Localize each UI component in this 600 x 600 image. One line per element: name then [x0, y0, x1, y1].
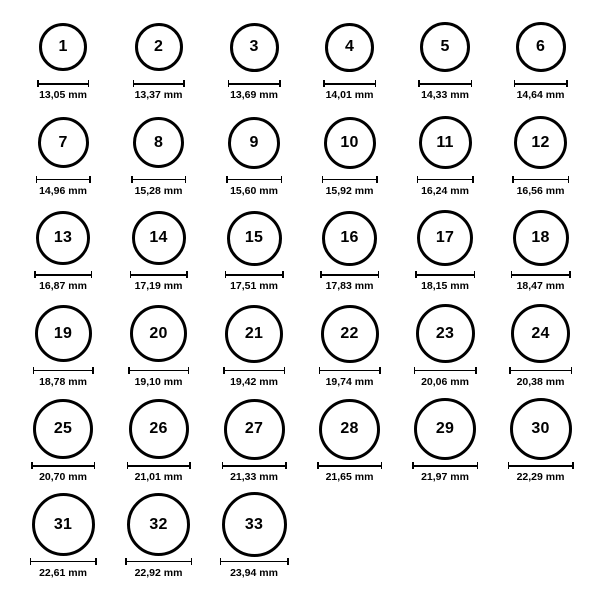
- ring-size-cell: [494, 301, 588, 388]
- ring-circle-area: [129, 396, 189, 462]
- ring-size-number: 3: [249, 38, 259, 55]
- dimension-caliper-icon: [37, 80, 89, 87]
- dimension-caliper-icon: [512, 176, 569, 183]
- ring-size-cell: [112, 492, 206, 579]
- ring-diameter-label: 21,97 mm: [421, 471, 469, 483]
- ring-circle-area: [135, 14, 183, 80]
- ring-circle-area: [325, 14, 374, 80]
- ring-circle-area: [130, 301, 187, 367]
- ring-size-number: 28: [340, 420, 359, 437]
- ring-size-cell: [303, 110, 397, 197]
- ring-circle-area: [420, 14, 470, 80]
- ring-size-number: 33: [244, 515, 264, 533]
- dimension-line: [508, 465, 574, 467]
- ring-size-cell: [398, 14, 492, 101]
- dimension-caliper-icon: [127, 462, 191, 469]
- dimension-caliper-icon: [128, 367, 189, 374]
- ring-dimension: [412, 462, 478, 483]
- ring-size-cell: [207, 110, 301, 197]
- dimension-caliper-icon: [31, 462, 95, 469]
- ring-size-number: 1: [58, 38, 68, 55]
- dimension-caliper-icon: [133, 80, 185, 87]
- ring-size-cell: [16, 396, 110, 483]
- ring-circle: [132, 211, 186, 265]
- ring-dimension: [223, 367, 285, 388]
- ring-circle: [133, 117, 184, 168]
- ring-diameter-label: 18,15 mm: [421, 280, 469, 292]
- dimension-caliper-icon: [317, 462, 382, 469]
- dimension-line: [125, 561, 192, 563]
- ring-diameter-label: 23,94 mm: [230, 566, 278, 579]
- ring-circle-area: [225, 301, 283, 367]
- dimension-line: [417, 179, 474, 181]
- ring-dimension: [34, 271, 92, 292]
- dimension-line: [130, 274, 188, 276]
- ring-size-number: 20: [149, 324, 168, 342]
- ring-size-cell: [207, 492, 301, 579]
- dimension-line: [319, 370, 381, 372]
- ring-size-number: 16: [340, 229, 359, 246]
- dimension-caliper-icon: [319, 367, 381, 374]
- ring-size-number: 23: [435, 324, 455, 342]
- ring-circle: [33, 399, 93, 459]
- ring-size-number: 18: [531, 229, 550, 246]
- ring-diameter-label: 19,74 mm: [325, 375, 374, 388]
- ring-dimension: [30, 558, 97, 579]
- dimension-line: [33, 370, 94, 372]
- ring-circle: [35, 305, 92, 362]
- dimension-caliper-icon: [131, 176, 186, 183]
- ring-dimension: [36, 176, 91, 197]
- ring-circle: [511, 304, 570, 363]
- ring-circle-area: [35, 301, 92, 367]
- dimension-caliper-icon: [322, 176, 378, 183]
- ring-diameter-label: 22,29 mm: [516, 471, 565, 483]
- ring-size-number: 24: [531, 324, 550, 342]
- ring-circle: [36, 211, 90, 265]
- ring-dimension: [33, 367, 94, 388]
- ring-size-number: 27: [244, 420, 264, 437]
- dimension-caliper-icon: [225, 271, 284, 278]
- dimension-line: [512, 179, 569, 181]
- dimension-line: [131, 179, 186, 181]
- dimension-line: [228, 83, 281, 85]
- ring-circle-area: [127, 492, 190, 558]
- dimension-caliper-icon: [228, 80, 281, 87]
- dimension-line: [133, 83, 185, 85]
- dimension-caliper-icon: [33, 367, 94, 374]
- ring-dimension: [220, 558, 289, 579]
- ring-circle-area: [38, 110, 89, 176]
- dimension-line: [320, 274, 379, 276]
- dimension-line: [37, 83, 89, 85]
- ring-size-number: 11: [436, 133, 454, 151]
- ring-size-number: 26: [149, 420, 168, 437]
- ring-size-cell: [494, 110, 588, 197]
- ring-circle: [129, 399, 189, 459]
- ring-dimension: [127, 462, 191, 483]
- ring-diameter-label: 18,78 mm: [39, 375, 87, 388]
- ring-dimension: [133, 80, 185, 101]
- ring-circle: [414, 398, 476, 460]
- ring-size-cell: [207, 301, 301, 388]
- ring-circle: [321, 305, 379, 363]
- ring-circle: [224, 399, 285, 460]
- ring-diameter-label: 13,05 mm: [39, 89, 87, 101]
- ring-dimension: [512, 176, 569, 197]
- dimension-caliper-icon: [511, 271, 571, 278]
- dimension-caliper-icon: [418, 80, 472, 87]
- ring-diameter-label: 19,42 mm: [230, 375, 278, 388]
- ring-circle: [325, 23, 374, 72]
- dimension-line: [322, 179, 378, 181]
- ring-dimension: [418, 80, 472, 101]
- ring-size-number: 25: [53, 420, 73, 437]
- ring-size-cell: [207, 396, 301, 483]
- ring-circle: [130, 305, 187, 362]
- dimension-line: [34, 274, 92, 276]
- ring-dimension: [128, 367, 189, 388]
- ring-circle-area: [322, 205, 377, 271]
- dimension-caliper-icon: [36, 176, 91, 183]
- ring-circle: [319, 399, 380, 460]
- dimension-line: [412, 465, 478, 467]
- ring-dimension: [31, 462, 95, 483]
- dimension-line: [31, 465, 95, 467]
- ring-diameter-label: 19,10 mm: [134, 375, 183, 388]
- ring-dimension: [323, 80, 376, 101]
- ring-circle: [227, 211, 282, 266]
- ring-size-cell: [398, 301, 492, 388]
- dimension-line: [317, 465, 382, 467]
- ring-circle: [230, 23, 279, 72]
- dimension-line: [415, 274, 475, 276]
- ring-diameter-label: 20,38 mm: [516, 375, 565, 388]
- ring-size-cell: [303, 301, 397, 388]
- ring-circle-area: [419, 110, 472, 176]
- dimension-caliper-icon: [509, 367, 572, 374]
- ring-size-cell: [398, 396, 492, 483]
- ring-diameter-label: 13,37 mm: [134, 89, 183, 101]
- ring-circle: [39, 23, 87, 71]
- ring-size-cell: [112, 205, 206, 292]
- ring-dimension: [514, 80, 568, 101]
- ring-diameter-label: 22,61 mm: [39, 566, 87, 579]
- ring-dimension: [414, 367, 477, 388]
- ring-diameter-label: 13,69 mm: [230, 89, 278, 101]
- ring-diameter-label: 14,96 mm: [39, 184, 87, 197]
- ring-size-cell: [494, 396, 588, 483]
- ring-size-cell: [112, 301, 206, 388]
- dimension-line: [30, 561, 97, 563]
- dimension-caliper-icon: [30, 558, 97, 565]
- dimension-caliper-icon: [34, 271, 92, 278]
- dimension-caliper-icon: [508, 462, 574, 469]
- ring-size-number: 31: [53, 515, 73, 533]
- ring-size-number: 13: [53, 229, 73, 246]
- ring-circle: [510, 398, 572, 460]
- ring-size-number: 15: [244, 229, 264, 246]
- ring-dimension: [37, 80, 89, 101]
- ring-size-cell: [398, 205, 492, 292]
- ring-size-cell: [112, 14, 206, 101]
- ring-diameter-label: 21,01 mm: [134, 471, 183, 483]
- ring-size-number: 22: [340, 324, 359, 342]
- ring-size-cell: [112, 110, 206, 197]
- ring-size-number: 8: [153, 133, 164, 151]
- dimension-line: [509, 370, 572, 372]
- dimension-line: [414, 370, 477, 372]
- dimension-caliper-icon: [226, 176, 282, 183]
- ring-size-number: 29: [435, 420, 455, 437]
- ring-circle-area: [414, 396, 476, 462]
- ring-circle-area: [39, 14, 87, 80]
- ring-circle: [416, 304, 475, 363]
- ring-circle-area: [511, 301, 570, 367]
- ring-dimension: [228, 80, 281, 101]
- dimension-line: [323, 83, 376, 85]
- dimension-caliper-icon: [125, 558, 192, 565]
- ring-diameter-label: 15,92 mm: [325, 184, 374, 197]
- ring-size-number: 12: [531, 133, 550, 151]
- ring-circle-area: [222, 492, 287, 558]
- ring-diameter-label: 14,01 mm: [325, 89, 374, 101]
- ring-circle-area: [321, 301, 379, 367]
- ring-size-number: 4: [344, 38, 355, 55]
- ring-size-number: 21: [244, 324, 264, 342]
- ring-diameter-label: 16,56 mm: [516, 184, 565, 197]
- ring-size-cell: [207, 205, 301, 292]
- ring-circle: [420, 22, 470, 72]
- ring-size-cell: [303, 14, 397, 101]
- ring-dimension: [508, 462, 574, 483]
- ring-size-number: 5: [440, 38, 450, 55]
- ring-circle-area: [228, 110, 280, 176]
- ring-circle: [228, 117, 280, 169]
- ring-circle: [417, 210, 473, 266]
- ring-circle-area: [227, 205, 282, 271]
- ring-size-number: 14: [149, 229, 168, 246]
- ring-size-cell: [16, 110, 110, 197]
- ring-size-number: 9: [249, 133, 259, 151]
- ring-size-cell: [494, 205, 588, 292]
- dimension-line: [514, 83, 568, 85]
- ring-circle-area: [132, 205, 186, 271]
- ring-circle-area: [514, 110, 567, 176]
- ring-size-number: 17: [435, 229, 455, 246]
- ring-circle-area: [36, 205, 90, 271]
- ring-size-cell: [16, 205, 110, 292]
- ring-size-cell: [112, 396, 206, 483]
- ring-circle-area: [133, 110, 184, 176]
- ring-size-cell: [303, 396, 397, 483]
- ring-diameter-label: 20,06 mm: [421, 375, 469, 388]
- ring-diameter-label: 15,60 mm: [230, 184, 278, 197]
- dimension-caliper-icon: [415, 271, 475, 278]
- ring-circle: [135, 23, 183, 71]
- dimension-line: [128, 370, 189, 372]
- ring-diameter-label: 14,64 mm: [516, 89, 565, 101]
- ring-circle-area: [230, 14, 279, 80]
- dimension-line: [225, 274, 284, 276]
- ring-dimension: [317, 462, 382, 483]
- ring-circle: [38, 117, 89, 168]
- ring-diameter-label: 15,28 mm: [134, 184, 183, 197]
- dimension-line: [222, 465, 287, 467]
- dimension-caliper-icon: [412, 462, 478, 469]
- dimension-line: [418, 83, 472, 85]
- ring-diameter-label: 18,47 mm: [516, 280, 565, 292]
- ring-circle: [516, 22, 566, 72]
- ring-diameter-label: 21,33 mm: [230, 471, 278, 483]
- ring-circle: [419, 116, 472, 169]
- ring-size-number: 2: [153, 38, 164, 55]
- ring-diameter-label: 17,19 mm: [134, 280, 183, 292]
- ring-dimension: [320, 271, 379, 292]
- ring-dimension: [415, 271, 475, 292]
- ring-circle: [32, 493, 95, 556]
- ring-circle-area: [510, 396, 572, 462]
- ring-size-number: 32: [149, 515, 168, 533]
- dimension-caliper-icon: [514, 80, 568, 87]
- ring-size-cell: [16, 301, 110, 388]
- ring-diameter-label: 17,51 mm: [230, 280, 278, 292]
- ring-dimension: [125, 558, 192, 579]
- ring-dimension: [417, 176, 474, 197]
- dimension-line: [223, 370, 285, 372]
- ring-size-cell: [207, 14, 301, 101]
- ring-circle-area: [319, 396, 380, 462]
- ring-circle: [514, 116, 567, 169]
- dimension-line: [226, 179, 282, 181]
- ring-size-number: 7: [58, 133, 68, 151]
- ring-dimension: [130, 271, 188, 292]
- ring-circle: [322, 211, 377, 266]
- ring-size-number: 30: [531, 420, 550, 437]
- ring-dimension: [226, 176, 282, 197]
- dimension-caliper-icon: [320, 271, 379, 278]
- ring-diameter-label: 17,83 mm: [325, 280, 374, 292]
- ring-dimension: [225, 271, 284, 292]
- ring-dimension: [222, 462, 287, 483]
- ring-dimension: [319, 367, 381, 388]
- ring-size-number: 10: [340, 133, 359, 151]
- dimension-line: [220, 561, 289, 563]
- ring-circle-area: [516, 14, 566, 80]
- ring-dimension: [509, 367, 572, 388]
- ring-size-number: 19: [53, 324, 73, 342]
- ring-size-cell: [494, 14, 588, 101]
- ring-diameter-label: 14,33 mm: [421, 89, 469, 101]
- ring-size-cell: [16, 14, 110, 101]
- ring-dimension: [322, 176, 378, 197]
- ring-circle-area: [324, 110, 376, 176]
- ring-size-cell: [398, 110, 492, 197]
- ring-dimension: [131, 176, 186, 197]
- ring-circle-area: [417, 205, 473, 271]
- dimension-caliper-icon: [323, 80, 376, 87]
- ring-diameter-label: 16,87 mm: [39, 280, 87, 292]
- dimension-caliper-icon: [222, 462, 287, 469]
- dimension-caliper-icon: [220, 558, 289, 565]
- dimension-caliper-icon: [223, 367, 285, 374]
- ring-circle-area: [33, 396, 93, 462]
- ring-circle-area: [32, 492, 95, 558]
- dimension-caliper-icon: [130, 271, 188, 278]
- ring-size-cell: [16, 492, 110, 579]
- ring-circle: [225, 305, 283, 363]
- ring-diameter-label: 22,92 mm: [134, 566, 183, 579]
- ring-diameter-label: 20,70 mm: [39, 471, 87, 483]
- ring-circle-area: [513, 205, 569, 271]
- dimension-line: [511, 274, 571, 276]
- dimension-line: [127, 465, 191, 467]
- dimension-line: [36, 179, 91, 181]
- ring-diameter-label: 21,65 mm: [325, 471, 374, 483]
- ring-circle-area: [416, 301, 475, 367]
- ring-dimension: [511, 271, 571, 292]
- dimension-caliper-icon: [414, 367, 477, 374]
- dimension-caliper-icon: [417, 176, 474, 183]
- ring-circle-area: [224, 396, 285, 462]
- ring-circle: [324, 117, 376, 169]
- ring-circle: [222, 492, 287, 557]
- ring-circle: [513, 210, 569, 266]
- ring-size-cell: [303, 205, 397, 292]
- ring-circle: [127, 493, 190, 556]
- ring-size-number: 6: [535, 38, 546, 55]
- ring-diameter-label: 16,24 mm: [421, 184, 469, 197]
